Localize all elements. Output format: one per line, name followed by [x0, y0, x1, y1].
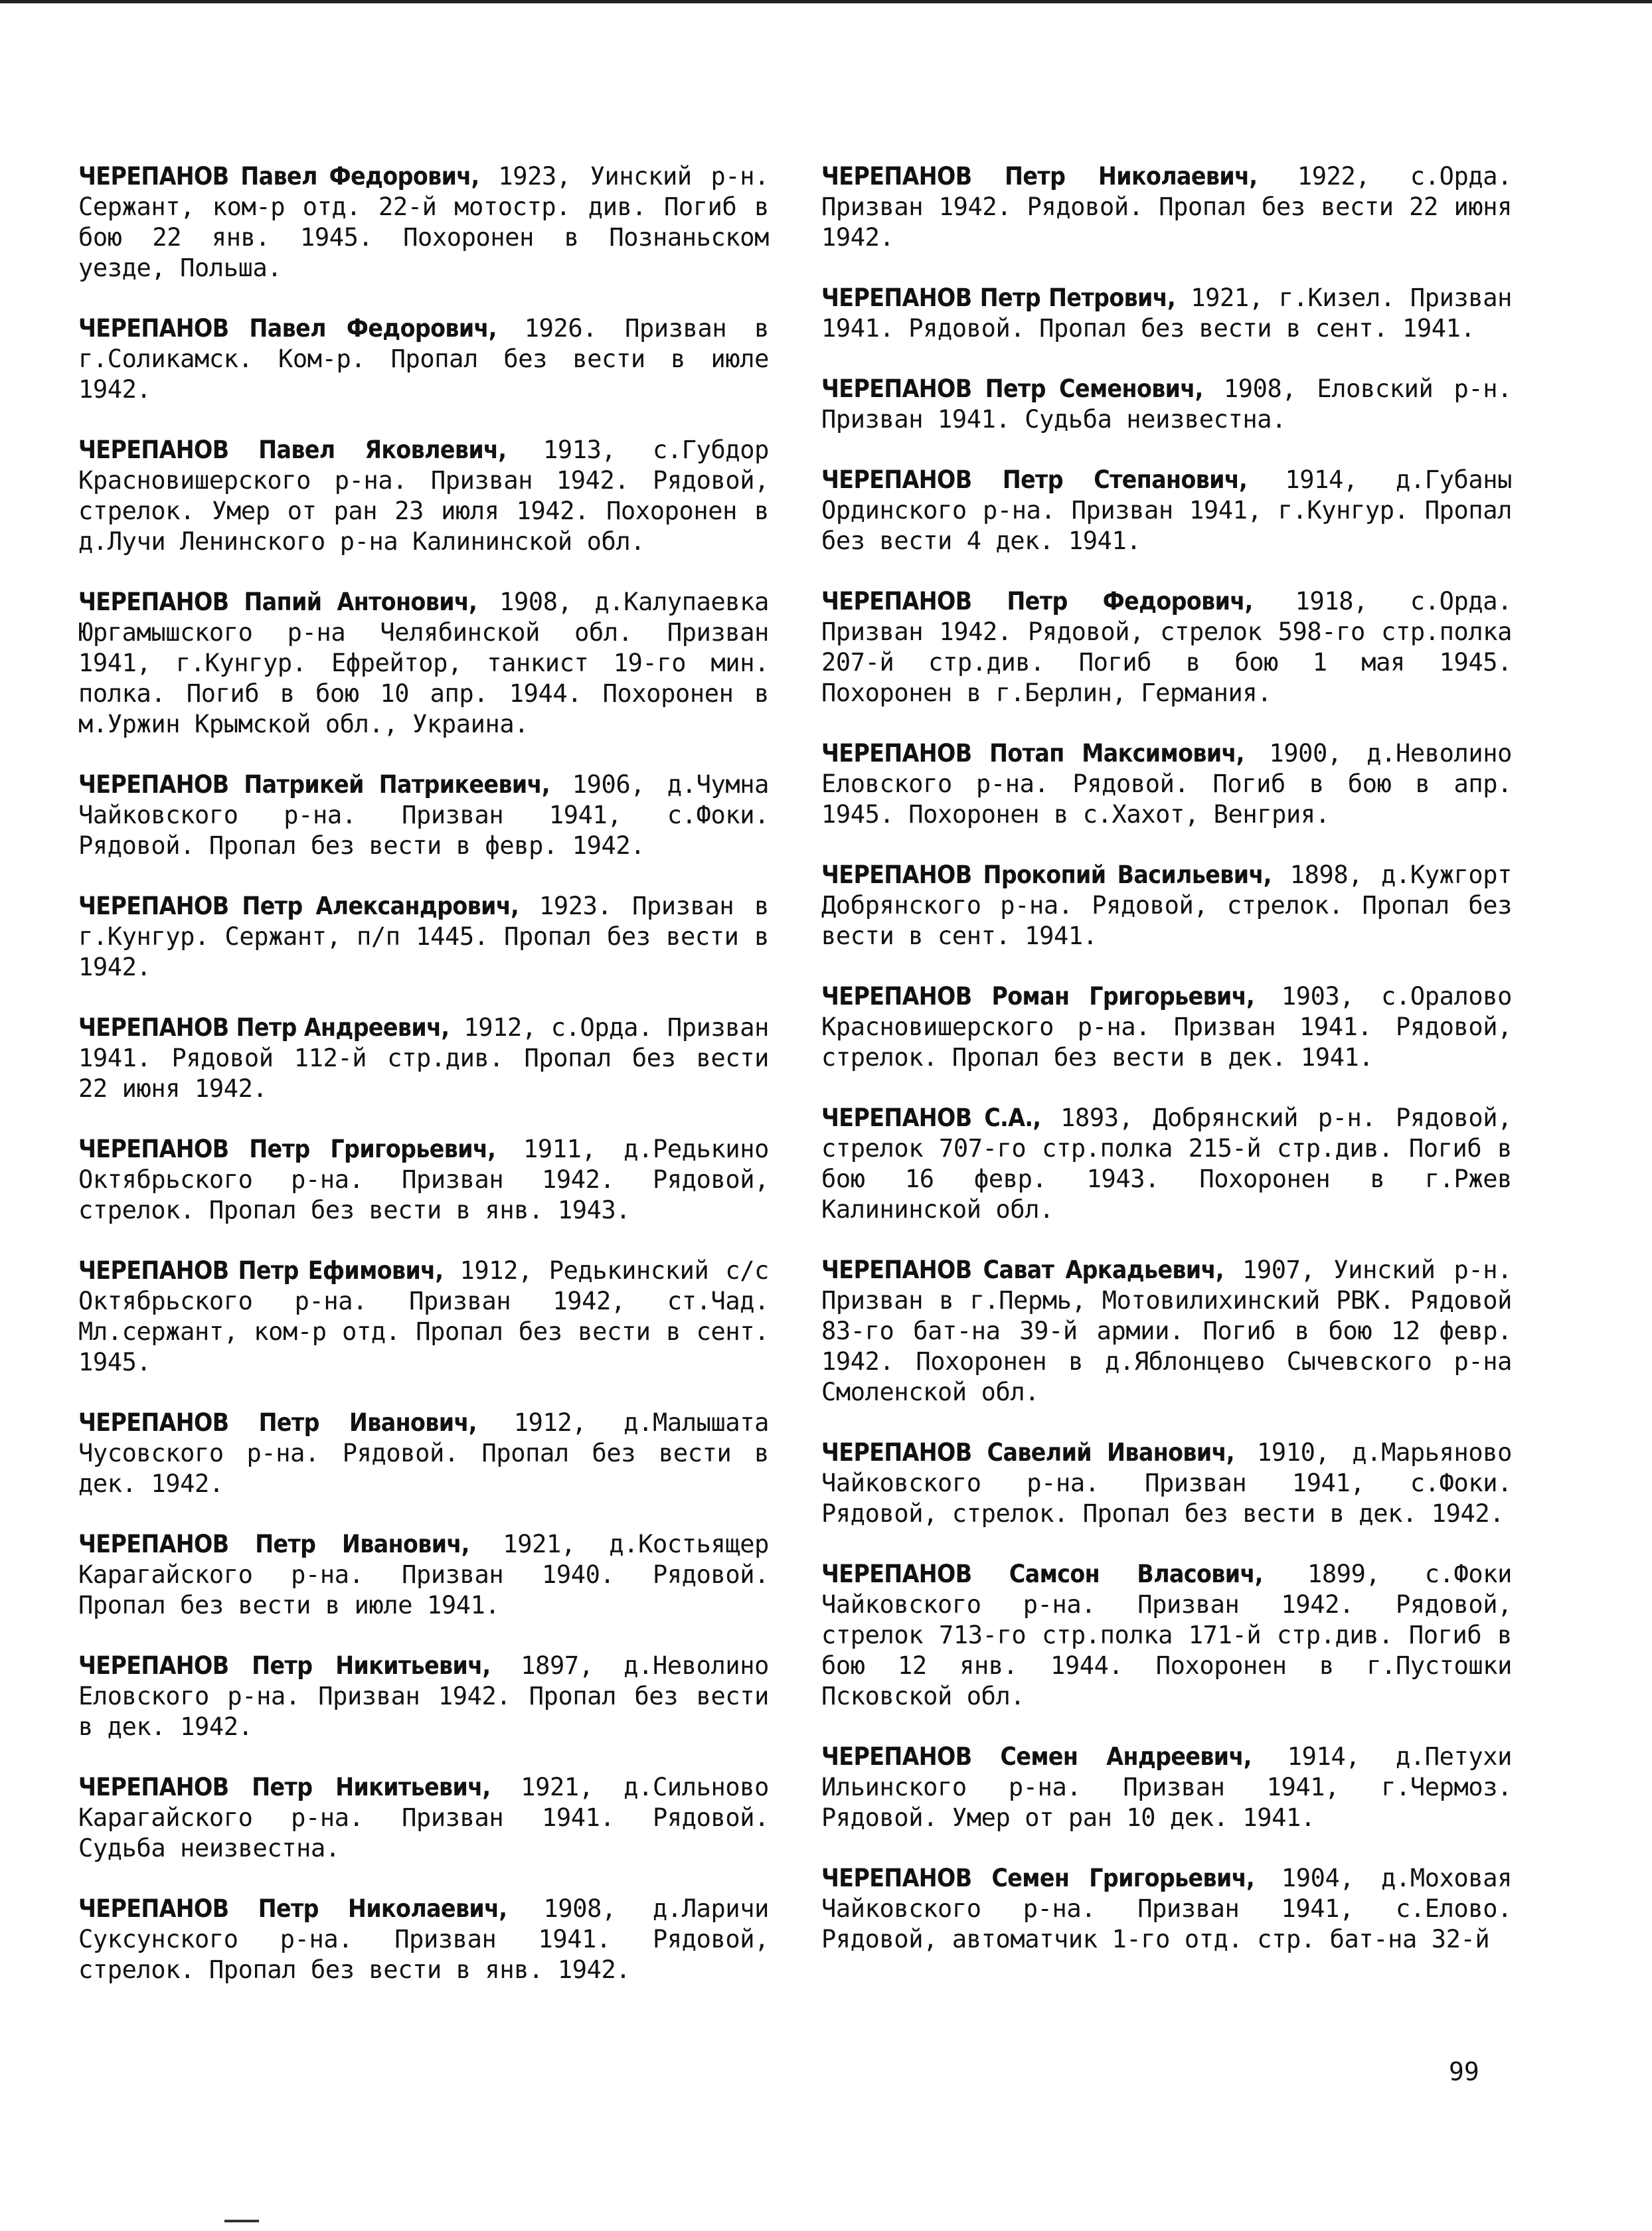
entry-name: ЧЕРЕПАНОВ Петр Иванович,	[78, 1530, 469, 1558]
entry-text: 1910, д.Марьяново Чайковского р-на. Призван 1941, с.Фоки. Рядовой, стрелок. Пропал без вести в дек. 1942.	[821, 1438, 1512, 1528]
entry	[78, 1772, 769, 1864]
entry-text: 1897, д.Неволино Еловского р-на. Призван 1942. Пропал без вести в дек. 1942.	[78, 1651, 770, 1741]
entry	[78, 891, 769, 983]
entry-name: ЧЕРЕПАНОВ Петр Николаевич,	[78, 1894, 507, 1923]
entry	[78, 1894, 769, 1985]
right-column	[821, 161, 1512, 1985]
top-rule	[0, 0, 1652, 3]
entry-text: 1898, д.Кужгорт Добрянского р-на. Рядовой, стрелок. Пропал без вести в сент. 1941.	[821, 861, 1512, 950]
entry-text: 1921, д.Костьящер Карагайского р-на. Призван 1940. Рядовой. Пропал без вести в июле 1941.	[78, 1530, 769, 1619]
entry-name: ЧЕРЕПАНОВ Павел Федорович,	[78, 162, 479, 191]
entry	[821, 374, 1512, 435]
entry	[78, 1013, 769, 1104]
entry-name: ЧЕРЕПАНОВ Павел Яковлевич,	[78, 436, 507, 464]
entry	[821, 738, 1512, 830]
entry-name: ЧЕРЕПАНОВ Потап Максимович,	[821, 739, 1244, 768]
entry	[821, 860, 1512, 951]
entry	[78, 1256, 769, 1378]
entry-text: 1904, д.Моховая Чайковского р-на. Призван 1941, с.Елово. Рядовой, автоматчик 1-го отд. стр. бат-на 32-й	[821, 1864, 1513, 1953]
entry-text: 1926. Призван в г.Соликамск. Ком-р. Пропал без вести в июле 1942.	[78, 314, 769, 404]
entry-name: ЧЕРЕПАНОВ Семен Григорьевич,	[821, 1864, 1255, 1892]
entry-name: ЧЕРЕПАНОВ Петр Николаевич,	[821, 162, 1258, 191]
entry-text: 1912, с.Орда. Призван 1941. Рядовой 112-й стр.див. Пропал без вести 22 июня 1942.	[78, 1013, 769, 1103]
entry	[78, 1529, 769, 1621]
entry-text: 1908, д.Калупаевка Юргамышского р-на Челябинской обл. Призван 1941, г.Кунгур. Ефрейтор, танкист 19-го мин. полка. Погиб в бою 10 апр. 1944. Похоронен в м.Уржин Крымской обл., Украина.	[78, 588, 769, 738]
entry-name: ЧЕРЕПАНОВ С.А.,	[821, 1104, 1041, 1132]
entry	[821, 1438, 1512, 1529]
entry-name: ЧЕРЕПАНОВ Петр Александрович,	[78, 892, 519, 920]
entry-text: 1900, д.Неволино Еловского р-на. Рядовой. Погиб в бою в апр. 1945. Похоронен в с.Хахот, Венгрия.	[821, 739, 1512, 829]
entry	[821, 1863, 1512, 1955]
entry-name: ЧЕРЕПАНОВ Петр Иванович,	[78, 1408, 477, 1437]
entry	[821, 1742, 1512, 1833]
entry-name: ЧЕРЕПАНОВ Петр Григорьевич,	[78, 1135, 496, 1163]
entry	[821, 1103, 1512, 1225]
entry-text: 1908, Еловский р-н. Призван 1941. Судьба неизвестна.	[821, 374, 1512, 434]
entry	[78, 435, 769, 557]
entry-text: 1893, Добрянский р-н. Рядовой, стрелок 707-го стр.полка 215-й стр.див. Погиб в бою 16 февр. 1943. Похоронен в г.Ржев Калининской обл.	[821, 1104, 1512, 1224]
entry	[78, 1408, 769, 1499]
entry-text: 1918, с.Орда. Призван 1942. Рядовой, стрелок 598-го стр.полка 207-й стр.див. Погиб в бою 1 мая 1945. Похоронен в г.Берлин, Германия.	[821, 587, 1512, 707]
entry	[821, 586, 1512, 708]
bottom-mark	[224, 2220, 259, 2222]
entry-text: 1912, д.Малышата Чусовского р-на. Рядовой. Пропал без вести в дек. 1942.	[78, 1408, 769, 1498]
entry-name: ЧЕРЕПАНОВ Петр Степанович,	[821, 465, 1248, 494]
entry	[78, 587, 769, 740]
entry	[821, 1255, 1512, 1408]
entry-name: ЧЕРЕПАНОВ Петр Семенович,	[821, 374, 1203, 403]
entry-name: ЧЕРЕПАНОВ Петр Андреевич,	[78, 1013, 450, 1042]
entry	[821, 981, 1512, 1073]
entry-text: 1914, д.Петухи Ильинского р-на. Призван 1941, г.Чермоз. Рядовой. Умер от ран 10 дек. 1941.	[821, 1742, 1513, 1832]
entry-name: ЧЕРЕПАНОВ Прокопий Васильевич,	[821, 861, 1272, 889]
entry-text: 1921, д.Сильново Карагайского р-на. Призван 1941. Рядовой. Судьба неизвестна.	[78, 1773, 770, 1862]
entry-name: ЧЕРЕПАНОВ Папий Антонович,	[78, 588, 477, 616]
left-column	[78, 161, 769, 2015]
entry-text: 1906, д.Чумна Чайковского р-на. Призван 1941, с.Фоки. Рядовой. Пропал без вести в февр. 1942.	[78, 770, 769, 860]
page-number: 99	[1449, 2057, 1479, 2086]
entry-text: 1913, с.Губдор Красновишерского р-на. Призван 1942. Рядовой, стрелок. Умер от ран 23 июля 1942. Похоронен в д.Лучи Ленинского р-на Калининской обл.	[78, 436, 770, 556]
entry-name: ЧЕРЕПАНОВ Петр Федорович,	[821, 587, 1253, 616]
entry-name: ЧЕРЕПАНОВ Патрикей Патрикеевич,	[78, 770, 550, 799]
entry	[78, 313, 769, 405]
entry	[78, 770, 769, 861]
entry-name: ЧЕРЕПАНОВ Семен Андреевич,	[821, 1742, 1252, 1771]
entry	[821, 465, 1512, 556]
entry	[78, 1651, 769, 1742]
entry	[78, 161, 769, 284]
entry-name: ЧЕРЕПАНОВ Петр Петрович,	[821, 284, 1176, 312]
entry-text: 1912, Редькинский с/с Октябрьского р-на. Призван 1942, ст.Чад. Мл.сержант, ком-р отд. Пропал без вести в сент. 1945.	[78, 1256, 769, 1376]
entry-name: ЧЕРЕПАНОВ Павел Федорович,	[78, 314, 497, 343]
entry	[821, 161, 1512, 253]
entry	[821, 283, 1512, 344]
entry-text: 1921, г.Кизел. Призван 1941. Рядовой. Пропал без вести в сент. 1941.	[821, 284, 1512, 343]
entry-name: ЧЕРЕПАНОВ Роман Григорьевич,	[821, 982, 1255, 1011]
entry-name: ЧЕРЕПАНОВ Петр Никитьевич,	[78, 1773, 491, 1801]
entry-text: 1923, Уинский р-н. Сержант, ком-р отд. 22-й мотостр. див. Погиб в бою 22 янв. 1945. Похоронен в Познаньском уезде, Польша.	[78, 162, 769, 282]
entry-name: ЧЕРЕПАНОВ Самсон Власович,	[821, 1560, 1263, 1588]
entry-text: 1914, д.Губаны Ординского р-на. Призван 1941, г.Кунгур. Пропал без вести 4 дек. 1941.	[821, 465, 1512, 555]
entry-text: 1899, с.Фоки Чайковского р-на. Призван 1942. Рядовой, стрелок 713-го стр.полка 171-й стр.див. Погиб в бою 12 янв. 1944. Похоронен в г.Пустошки Псковской обл.	[821, 1560, 1513, 1710]
entry-text: 1922, с.Орда. Призван 1942. Рядовой. Пропал без вести 22 июня 1942.	[821, 162, 1512, 252]
entry-name: ЧЕРЕПАНОВ Петр Ефимович,	[78, 1256, 444, 1285]
entry-text: 1923. Призван в г.Кунгур. Сержант, п/п 1445. Пропал без вести в 1942.	[78, 892, 769, 981]
entry-text: 1911, д.Редькино Октябрьского р-на. Призван 1942. Рядовой, стрелок. Пропал без вести в янв. 1943.	[78, 1135, 769, 1224]
entry	[821, 1559, 1512, 1712]
entry-text: 1907, Уинский р-н. Призван в г.Пермь, Мотовилихинский РВК. Рядовой 83-го бат-на 39-й армии. Погиб в бою 12 февр. 1942. Похоронен в д.Яблонцево Сычевского р-на Смоленской обл.	[821, 1256, 1512, 1406]
entry	[78, 1134, 769, 1226]
entry-text: 1903, с.Оралово Красновишерского р-на. Призван 1941. Рядовой, стрелок. Пропал без вести в дек. 1941.	[821, 982, 1512, 1072]
entry-text: 1908, д.Ларичи Суксунского р-на. Призван 1941. Рядовой, стрелок. Пропал без вести в янв. 1942.	[78, 1894, 769, 1984]
entry-name: ЧЕРЕПАНОВ Сават Аркадьевич,	[821, 1256, 1224, 1284]
entry-name: ЧЕРЕПАНОВ Савелий Иванович,	[821, 1438, 1234, 1467]
entry-name: ЧЕРЕПАНОВ Петр Никитьевич,	[78, 1651, 491, 1680]
